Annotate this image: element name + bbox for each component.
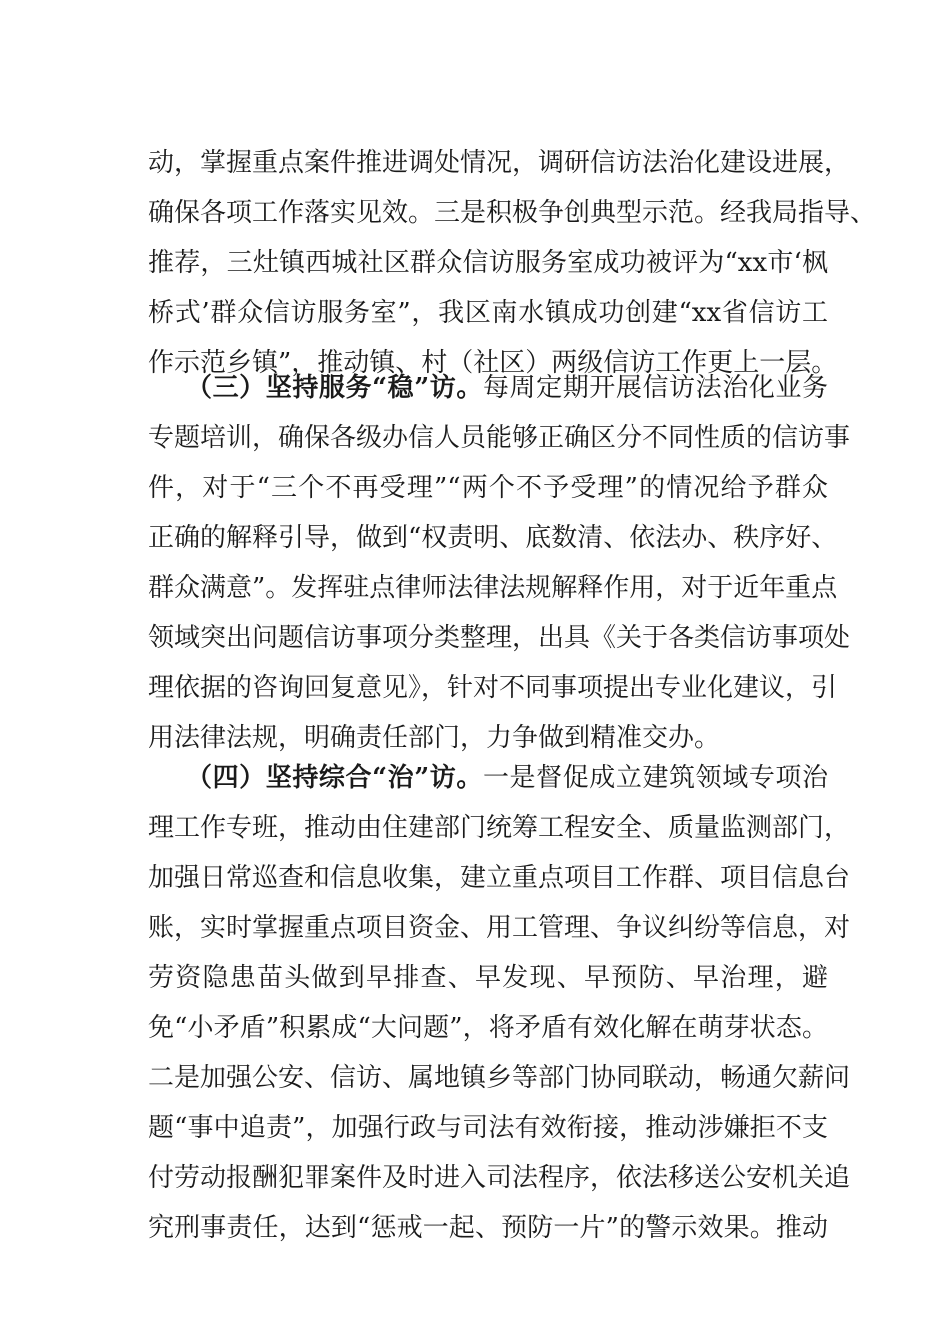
text-line: 付劳动报酬犯罪案件及时进入司法程序，依法移送公安机关追 [148,1163,851,1193]
section-heading: （三）坚持服务“稳”访。 [186,373,483,403]
section-heading: （四）坚持综合“治”访。 [186,763,483,793]
text-line: 账，实时掌握重点项目资金、用工管理、争议纠纷等信息，对 [148,913,851,943]
text-line: 理依据的咨询回复意见》，针对不同事项提出专业化建议，引 [148,673,838,703]
text-line: 推荐，三灶镇西城社区群众信访服务室成功被评为“xx市‘枫 [148,248,828,278]
text-line: 理工作专班，推动由住建部门统筹工程安全、质量监测部门， [148,813,851,843]
text-line: 专题培训，确保各级办信人员能够正确区分不同性质的信访事 [148,423,851,453]
text-line: 正确的解释引导，做到“权责明、底数清、依法办、秩序好、 [148,523,838,553]
text-line: 用法律法规，明确责任部门，力争做到精准交办。 [148,723,721,753]
text-line: 领域突出问题信访事项分类整理，出具《关于各类信访事项处 [148,623,851,653]
text-line: 题“事中追责”，加强行政与司法有效衔接，推动涉嫌拒不支 [148,1113,828,1143]
text-line: 动，掌握重点案件推进调处情况，调研信访法治化建设进展， [148,148,851,178]
text-line: 件，对于“三个不再受理”“两个不予受理”的情况给予群众 [148,473,828,503]
section-first-line [186,368,828,408]
text-line: 劳资隐患苗头做到早排查、早发现、早预防、早治理，避 [148,963,828,993]
section-first-line [186,758,828,798]
section-text: 每周定期开展信访法治化业务 [482,373,828,403]
text-line: 究刑事责任，达到“惩戒一起、预防一片”的警示效果。推动 [148,1213,828,1243]
text-line: 桥式’群众信访服务室”，我区南水镇成功创建“xx省信访工 [148,298,828,328]
text-line: 群众满意”。发挥驻点律师法律法规解释作用，对于近年重点 [148,573,838,603]
section-text: 一是督促成立建筑领域专项治 [482,763,828,793]
text-line: 免“小矛盾”积累成“大问题”，将矛盾有效化解在萌芽状态。 [148,1013,828,1043]
text-line: 确保各项工作落实见效。三是积极争创典型示范。经我局指导、 [148,198,877,228]
text-line: 二是加强公安、信访、属地镇乡等部门协同联动，畅通欠薪问 [148,1063,851,1093]
text-line: 加强日常巡查和信息收集，建立重点项目工作群、项目信息台 [148,863,851,893]
text-line: 作示范乡镇”，推动镇、村（社区）两级信访工作更上一层。 [148,348,838,378]
